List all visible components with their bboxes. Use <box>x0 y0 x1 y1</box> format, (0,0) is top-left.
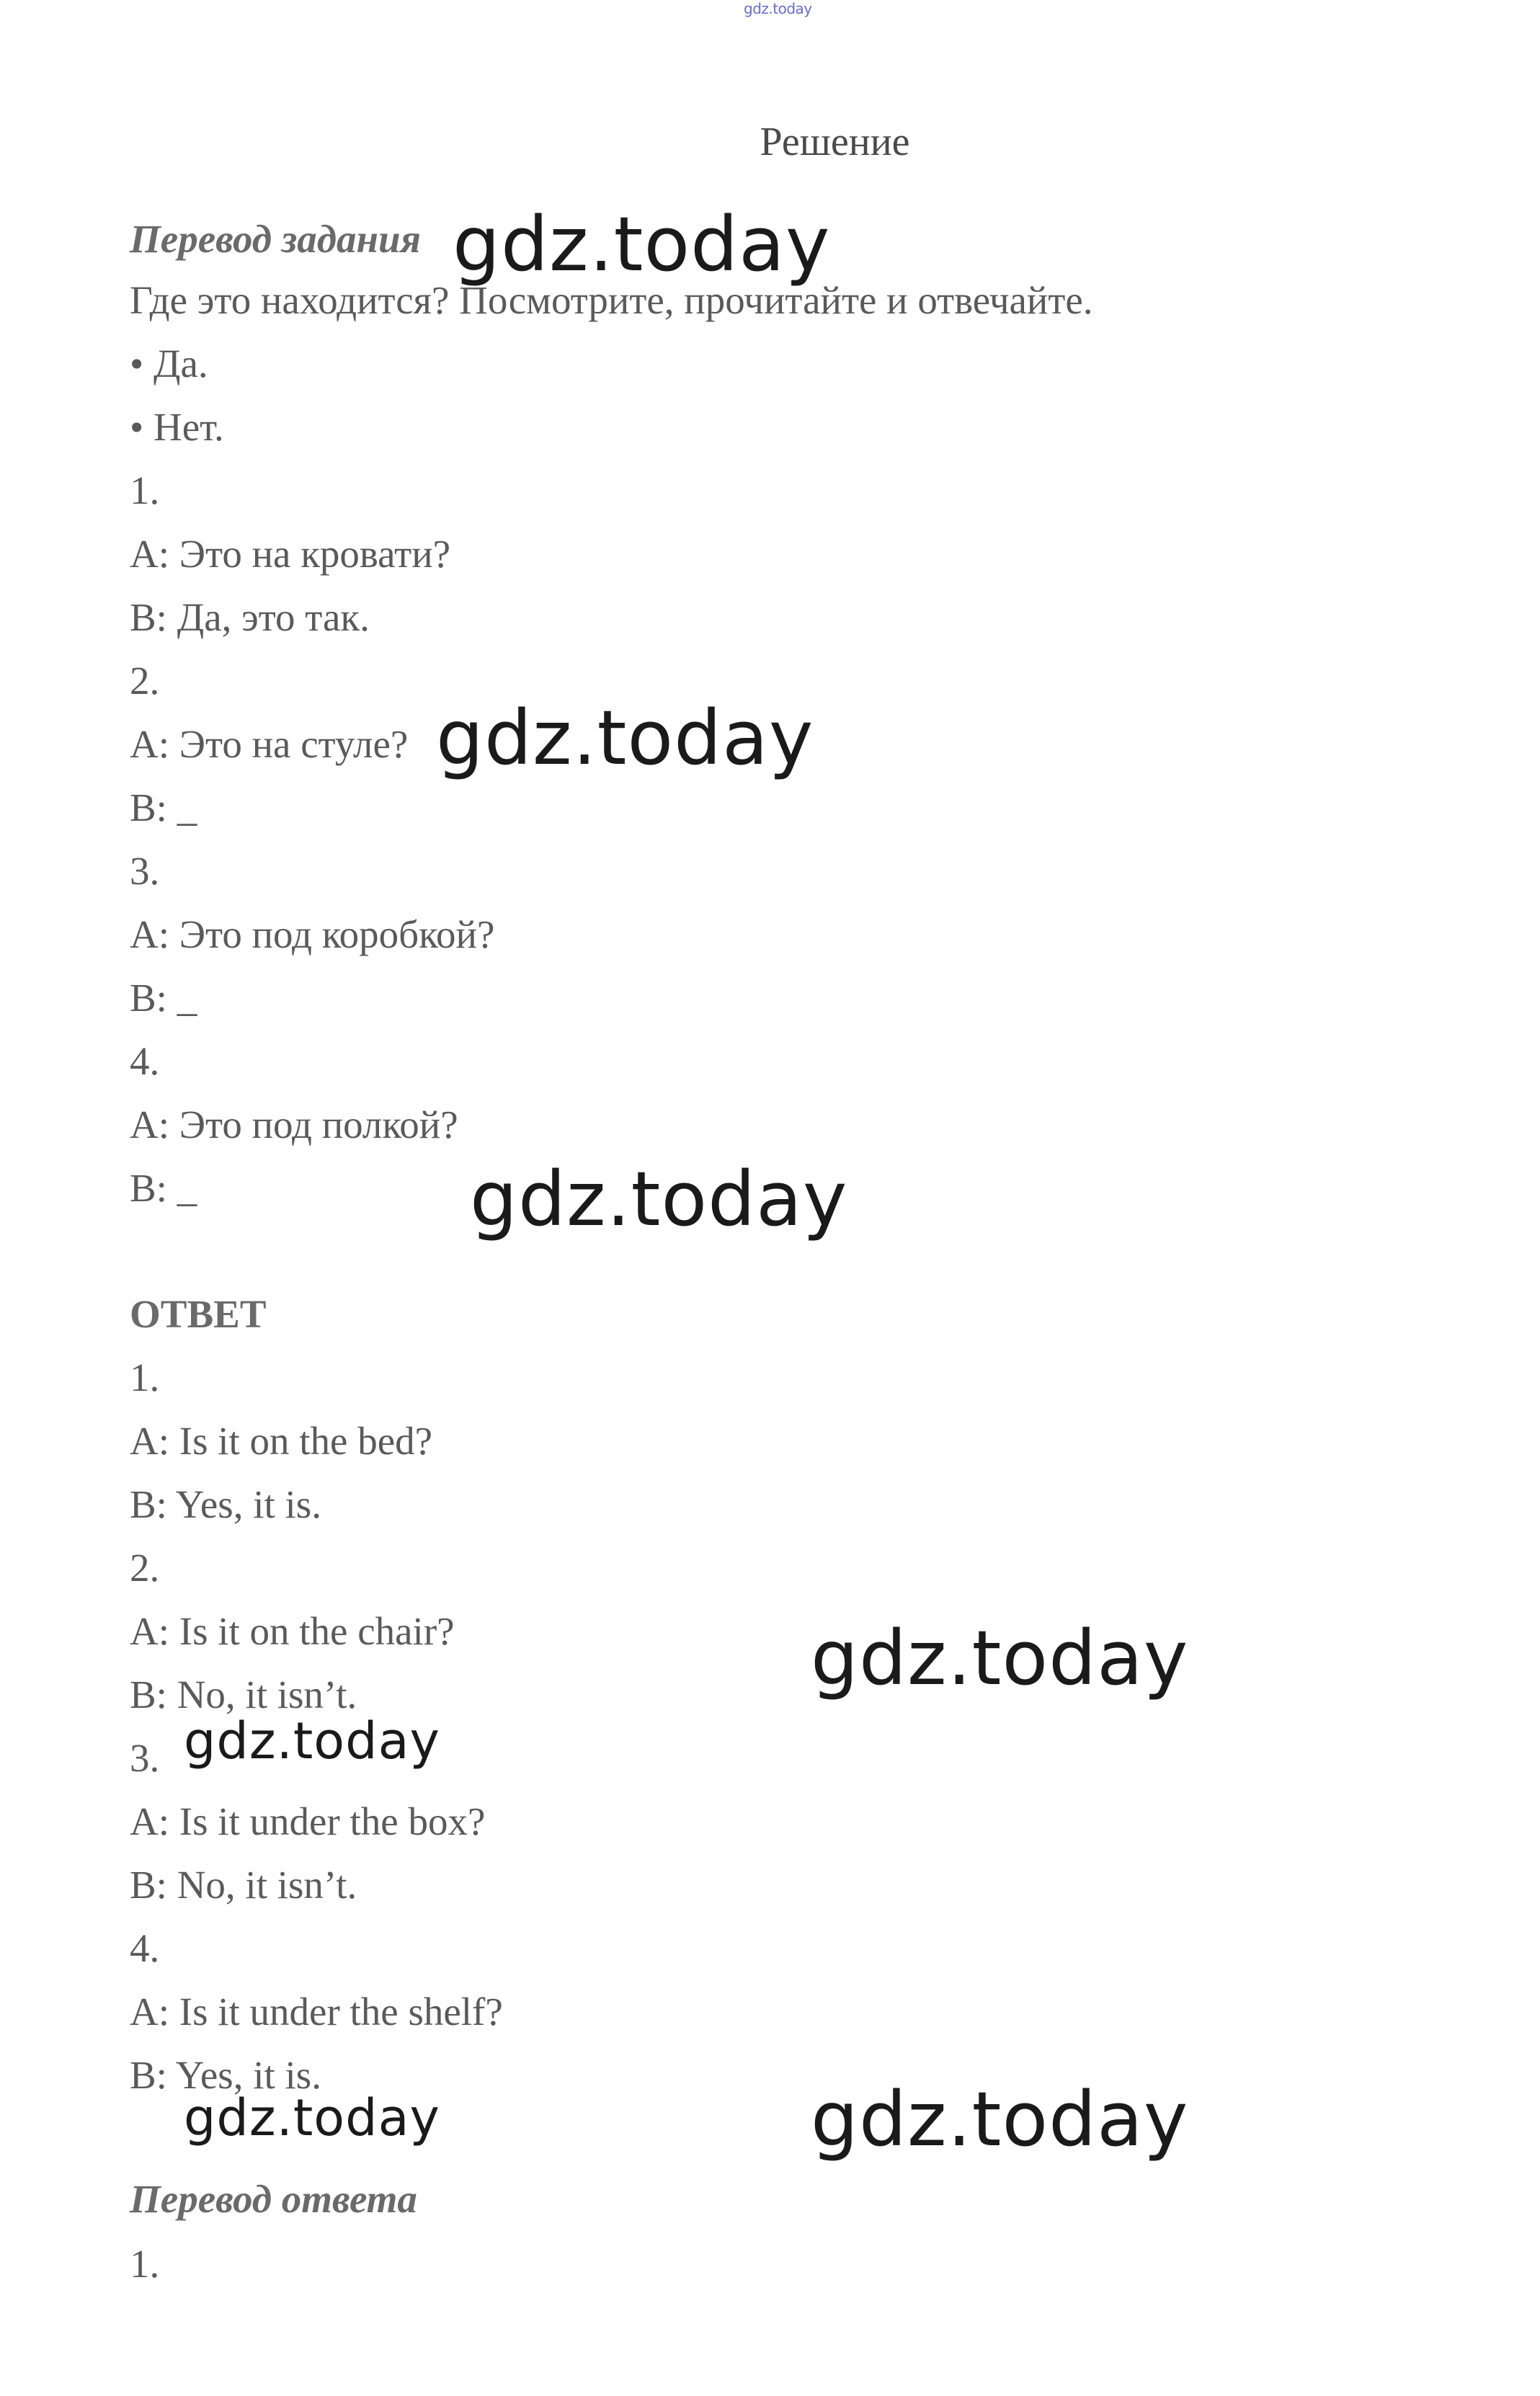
watermark: gdz.today <box>811 2075 1189 2163</box>
answer-line: B: No, it isn’t. <box>130 1863 357 1907</box>
task-line: B: _ <box>130 785 197 829</box>
task-line: 1. <box>130 468 160 512</box>
watermark: gdz.today <box>184 2088 440 2147</box>
task-line: 4. <box>130 1039 160 1083</box>
watermark: gdz.today <box>470 1155 848 1243</box>
option-yes: • Да. <box>130 342 208 386</box>
answer-line: B: Yes, it is. <box>130 2053 321 2097</box>
task-line: A: Это на стуле? <box>130 722 409 766</box>
task-line: A: Это под полкой? <box>130 1103 458 1146</box>
task-line: 3. <box>130 849 160 893</box>
watermark: gdz.today <box>184 1711 440 1771</box>
answer-line: B: No, it isn’t. <box>130 1673 357 1716</box>
watermark: gdz.today <box>453 200 831 288</box>
task-line: A: Это на кровати? <box>130 532 451 576</box>
top-watermark: gdz.today <box>744 0 812 17</box>
answer-heading: ОТВЕТ <box>130 1292 267 1336</box>
answer-line: 1. <box>130 1355 160 1399</box>
answer-line: A: Is it on the bed? <box>130 1419 433 1463</box>
watermark: gdz.today <box>811 1614 1189 1702</box>
answer-line: 4. <box>130 1926 160 1970</box>
answer-line: B: Yes, it is. <box>130 1482 321 1526</box>
task-line: B: Да, это так. <box>130 595 370 639</box>
task-line: B: _ <box>130 1166 197 1210</box>
answer-line: 2. <box>130 1546 160 1590</box>
answer-line: A: Is it on the chair? <box>130 1609 455 1653</box>
answer-translation-heading: Перевод ответа <box>130 2177 417 2221</box>
page-title: Решение <box>760 120 910 164</box>
answer-line: A: Is it under the shelf? <box>130 1990 503 2034</box>
task-line: A: Это под коробкой? <box>130 912 495 956</box>
task-line: 2. <box>130 659 160 703</box>
watermark: gdz.today <box>436 694 814 782</box>
answer-line: 3. <box>130 1736 160 1780</box>
task-line: B: _ <box>130 976 197 1020</box>
answer-line: A: Is it under the box? <box>130 1799 486 1843</box>
option-no: • Нет. <box>130 405 224 449</box>
task-intro: Где это находится? Посмотрите, прочитайте и отвечайте. <box>130 278 1093 322</box>
answer-translation-line: 1. <box>130 2242 160 2286</box>
task-translation-heading: Перевод задания <box>130 217 421 261</box>
